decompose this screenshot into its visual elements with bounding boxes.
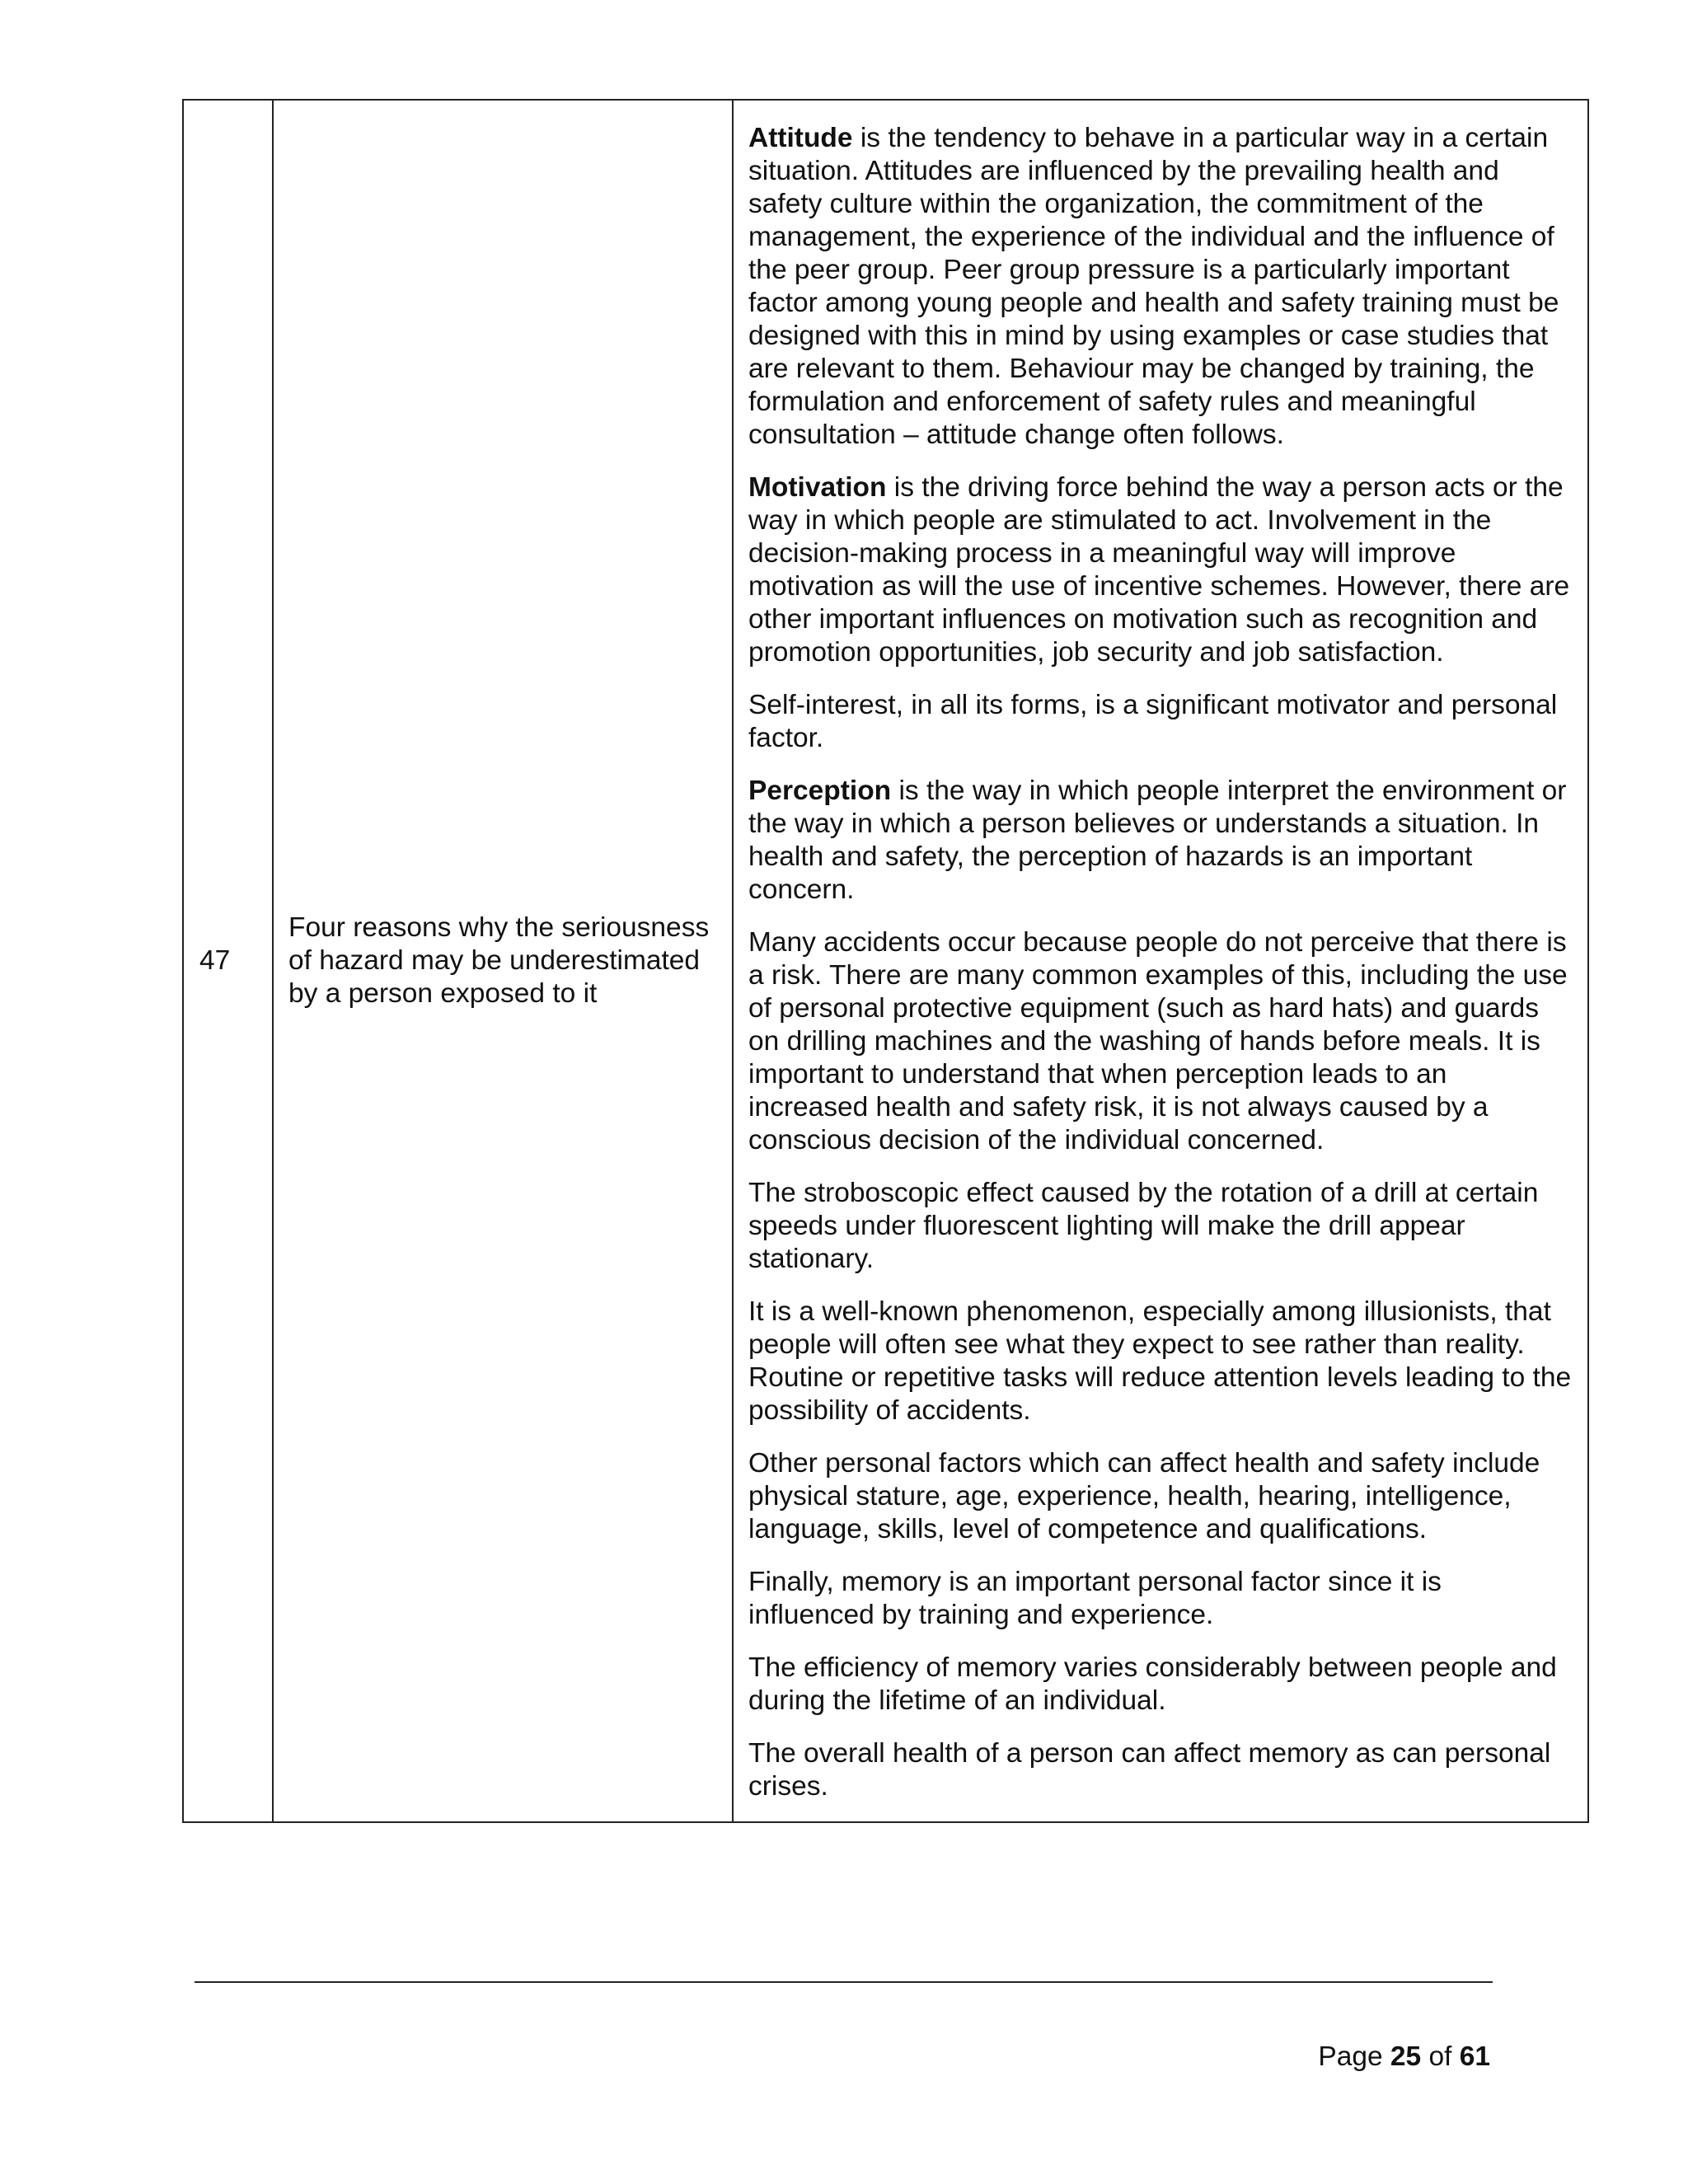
answer-cell	[733, 100, 1588, 1822]
page-number: Page 25 of 61	[1318, 2041, 1490, 2072]
answer-table	[182, 99, 1589, 1823]
answer-paragraph: Other personal factors which can affect health and safety include physical stature, age, experience, health, hearing, intelligence, language, skills, level of competence and qualifications.	[748, 1448, 1540, 1544]
question-topic: Four reasons why the seriousness of hazard may be underestimated by a person exposed to it	[273, 100, 733, 1822]
answer-paragraph: Self-interest, in all its forms, is a significant motivator and personal factor.	[748, 690, 1558, 753]
answer-paragraph: The stroboscopic effect caused by the rotation of a drill at certain speeds under fluorescent lighting will make the drill appear stationary.	[748, 1178, 1539, 1274]
table-row	[183, 100, 1588, 1822]
footer-divider	[195, 1981, 1493, 1983]
answer-paragraph: It is a well-known phenomenon, especially among illusionists, that people will often see what they expect to see rather than reality. Routine or repetitive tasks will reduce attention levels leading to the possibility of accidents.	[748, 1296, 1572, 1426]
answer-paragraph: Attitude is the tendency to behave in a particular way in a certain situation. Attitudes are influenced by the prevailing health and safety culture within the organization, the commitment of the management, the experience of the individual and the influence of the peer group. Peer group pressure is a particularly important factor among young people and health and safety training must be designed with this in mind by using examples or case studies that are relevant to them. Behaviour may be changed by training, the formulation and enforcement of safety rules and meaningful consultation – attitude change often follows.	[748, 123, 1559, 450]
answer-paragraph: Finally, memory is an important personal factor since it is influenced by training and experience.	[748, 1567, 1442, 1630]
answer-paragraph: Motivation is the driving force behind the way a person acts or the way in which people are stimulated to act. Involvement in the decision-making process in a meaningful way will improve motivation as will the use of incentive schemes. However, there are other important influences on motivation such as recognition and promotion opportunities, job security and job satisfaction.	[748, 472, 1570, 668]
question-number: 47	[183, 100, 273, 1822]
answer-paragraph: The overall health of a person can affect memory as can personal crises.	[748, 1738, 1551, 1802]
answer-paragraph: Many accidents occur because people do not perceive that there is a risk. There are many common examples of this, including the use of personal protective equipment (such as hard hats) and guards on drilling machines and the washing of hands before meals. It is important to understand that when perception leads to an increased health and safety risk, it is not always caused by a conscious decision of the individual concerned.	[748, 927, 1568, 1155]
answer-paragraph: Perception is the way in which people interpret the environment or the way in which a person believes or understands a situation. In health and safety, the perception of hazards is an important concern.	[748, 776, 1567, 905]
answer-paragraph: The efficiency of memory varies considerably between people and during the lifetime of an individual.	[748, 1652, 1557, 1716]
